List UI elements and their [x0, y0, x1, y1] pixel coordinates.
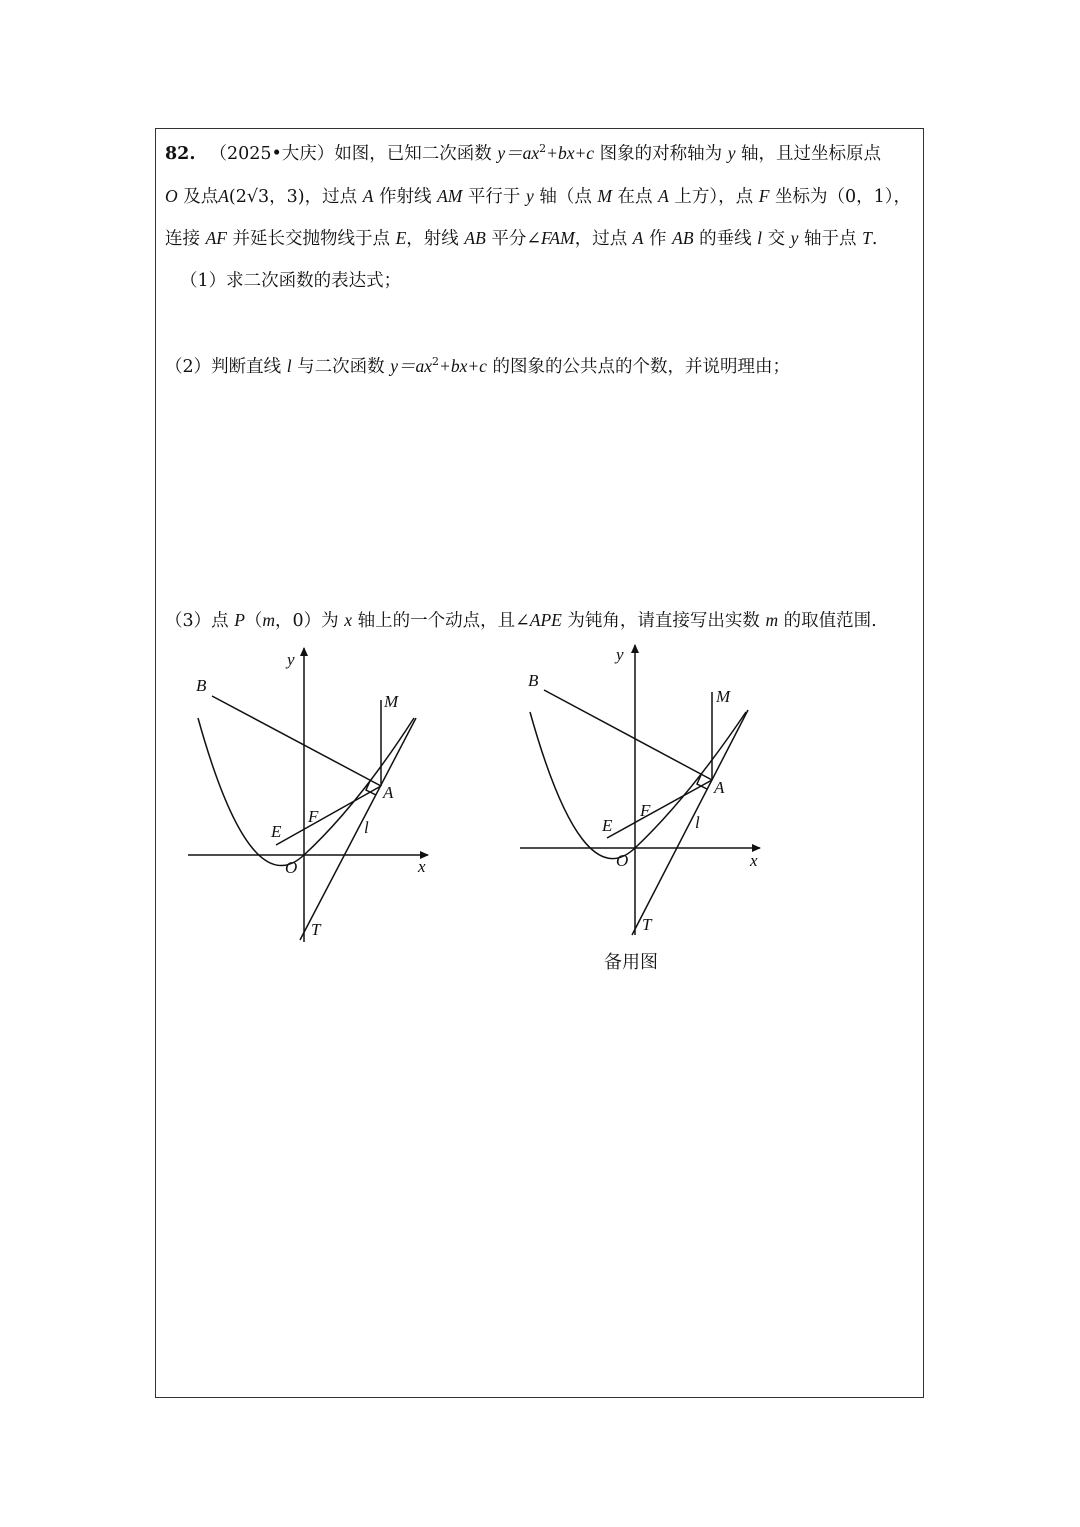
label-y: y — [287, 650, 295, 669]
problem-line-3: 连接 AF 并延长交抛物线于点 E，射线 AB 平分∠FAM，过点 A 作 AB 的垂线 l 交 y 轴于点 T. — [165, 228, 878, 249]
label-l-2: l — [695, 813, 700, 832]
question-1: （1）求二次函数的表达式； — [180, 271, 402, 291]
label-f-2: F — [640, 801, 651, 820]
label-e-2: E — [602, 816, 613, 835]
label-l: l — [364, 818, 369, 837]
label-t: T — [311, 920, 321, 939]
line-l-2 — [632, 710, 748, 935]
label-o: O — [285, 858, 298, 877]
problem-source: （2025•大庆） — [209, 144, 335, 164]
label-b-2: B — [528, 671, 539, 690]
problem-line-1: 82. （2025•大庆）如图，已知二次函数 $y=ax^2+bx+c$ 图象的对称轴为 y 轴，且过坐标原点 — [165, 142, 882, 164]
label-b: B — [196, 676, 207, 695]
label-o-2: O — [616, 851, 629, 870]
problem-number: 82. — [165, 144, 196, 164]
ray-ab — [212, 696, 381, 786]
label-a-2: A — [714, 778, 725, 797]
question-3: （3）点 P（m，0）为 x 轴上的一个动点，且∠APE 为钝角，请直接写出实数 m 的取值范围. — [165, 610, 877, 631]
label-y-2: y — [616, 645, 624, 664]
question-2: （2）判断直线 l 与二次函数 $y=ax^2+bx+c$ 的图象的公共点的个数，并说明理由； — [165, 355, 790, 377]
point-a-coordinate: (2√3，3) — [228, 187, 305, 207]
label-t-2: T — [642, 915, 652, 934]
ray-ab-2 — [544, 690, 712, 780]
label-m: M — [384, 692, 399, 711]
backup-figure-caption: 备用图 — [604, 952, 658, 973]
label-x: x — [418, 857, 426, 876]
label-x-2: x — [750, 851, 758, 870]
problem-line-2: O 及点A(2√3，3)，过点 A 作射线 AM 平行于 y 轴（点 M 在点 A 上方），点 F 坐标为（0，1）， — [165, 186, 912, 207]
label-a: A — [383, 783, 394, 802]
label-m-2: M — [716, 687, 731, 706]
label-f: F — [308, 807, 319, 826]
label-e: E — [271, 822, 282, 841]
